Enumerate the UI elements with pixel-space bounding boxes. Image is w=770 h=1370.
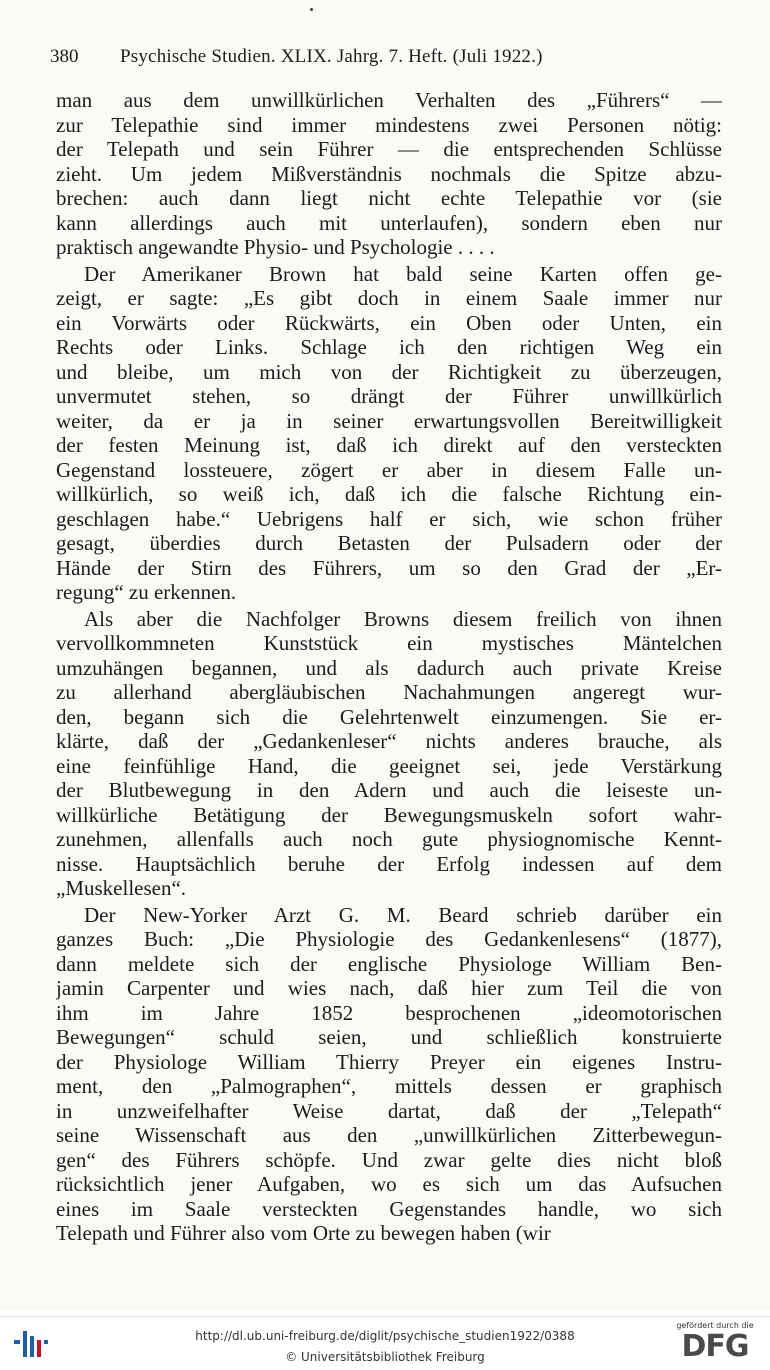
text-line: zeigt, er sagte: „Es gibt doch in einem Saale immer nur [56, 286, 722, 310]
text-line: willkürlich, so weiß ich, daß ich die falsche Richtung ein- [56, 482, 722, 506]
text-line: kann allerdings auch mit unterlaufen), sondern eben nur [56, 210, 722, 235]
text-line: dann meldete sich der englische Physiologe William Ben- [56, 951, 722, 976]
text-line: „Muskellesen“. [56, 876, 187, 900]
text-line: der festen Meinung ist, daß ich direkt auf den versteckten [56, 433, 722, 457]
text-line: eines im Saale versteckten Gegenstandes handle, wo sich [56, 1196, 722, 1221]
dfg-sponsor-logo[interactable] [672, 1321, 758, 1367]
text-line: ein Vorwärts oder Rückwärts, ein Oben oder Unten, ein [56, 310, 722, 335]
text-line: gen“ des Führers schöpfe. Und zwar gelte dies nicht bloß [56, 1147, 722, 1172]
paragraph [56, 903, 722, 1246]
scan-speck [310, 8, 313, 11]
text-line: umzuhängen begannen, und als dadurch auch private Kreise [56, 655, 722, 680]
dfg-logo-icon: DFG [681, 1329, 749, 1364]
text-line: der Physiologe William Thierry Preyer ein eigenes Instru- [56, 1049, 722, 1074]
text-line: klärte, daß der „Gedankenleser“ nichts anderes brauche, als [56, 729, 722, 753]
paragraph [56, 262, 722, 605]
text-line: brechen: auch dann liegt nicht echte Telepathie vor (sie [56, 186, 722, 210]
text-line: der Telepath und sein Führer — die entsprechenden Schlüsse [56, 137, 722, 161]
text-line: der Blutbewegung in den Adern und auch die leiseste un- [56, 778, 722, 802]
text-line: zunehmen, allenfalls auch noch gute physiognomische Kennt- [56, 827, 722, 851]
text-line: ihm im Jahre 1852 besprochenen „ideomotorischen [56, 1000, 722, 1025]
text-line: jamin Carpenter und wies nach, daß hier zum Teil die von [56, 976, 722, 1000]
text-line: gesagt, überdies durch Betasten der Pulsadern oder der [56, 531, 722, 555]
sponsor-caption: gefördert durch die [676, 1321, 754, 1330]
paragraph [56, 88, 722, 260]
text-line: zur Telepathie sind immer mindestens zwei Personen nötig: [56, 112, 722, 137]
text-line: unvermutet stehen, so drängt der Führer unwillkürlich [56, 384, 722, 408]
text-line: nisse. Hauptsächlich beruhe der Erfolg indessen auf dem [56, 851, 722, 876]
permalink[interactable]: http://dl.ub.uni-freiburg.de/diglit/psychische_studien1922/0388 [195, 1329, 575, 1343]
text-line: vervollkommneten Kunststück ein mystisches Mäntelchen [56, 631, 722, 655]
text-line: eine feinfühlige Hand, die geeignet sei, jede Verstärkung [56, 753, 722, 778]
text-line: zu allerhand abergläubischen Nachahmungen angeregt wur- [56, 680, 722, 704]
text-line: Der New-Yorker Arzt G. M. Beard schrieb darüber ein [84, 902, 722, 927]
text-line: weiter, da er ja in seiner erwartungsvollen Bereitwilligkeit [56, 408, 722, 433]
text-line: Gegenstand lossteuere, zögert er aber in diesem Falle un- [56, 457, 722, 482]
text-line: Rechts oder Links. Schlage ich den richtigen Weg ein [56, 335, 722, 359]
text-line: willkürliche Betätigung der Bewegungsmuskeln sofort wahr- [56, 802, 722, 827]
text-line: und bleibe, um mich von der Richtigkeit zu überzeugen, [56, 359, 722, 384]
text-line: geschlagen habe.“ Uebrigens half er sich, wie schon früher [56, 506, 722, 531]
text-line: seine Wissenschaft aus den „unwillkürlichen Zitterbewegun- [56, 1123, 722, 1147]
text-line: rücksichtlich jener Aufgaben, wo es sich um das Aufsuchen [56, 1172, 722, 1196]
copyright-notice: © Universitätsbibliothek Freiburg [285, 1350, 485, 1364]
text-line: ment, den „Palmographen“, mittels dessen er graphisch [56, 1074, 722, 1098]
running-head: Psychische Studien. XLIX. Jahrg. 7. Heft. (Juli 1922.) [120, 46, 543, 67]
text-line: Bewegungen“ schuld seien, und schließlich konstruierte [56, 1025, 722, 1049]
text-line: Telepath und Führer also vom Orte zu bewegen haben (wir [56, 1221, 551, 1245]
viewer-footer [0, 1316, 770, 1370]
paragraph [56, 607, 722, 901]
text-line: ganzes Buch: „Die Physiologie des Gedankenlesens“ (1877), [56, 927, 722, 951]
text-line: zieht. Um jedem Mißverständnis nochmals die Spitze abzu- [56, 161, 722, 186]
text-line: in unzweifelhafter Weise dartat, daß der „Telepath“ [56, 1098, 722, 1123]
text-line: Hände der Stirn des Führers, um so den Grad der „Er- [56, 555, 722, 580]
text-line: Der Amerikaner Brown hat bald seine Karten offen ge- [84, 261, 722, 286]
text-line: den, begann sich die Gelehrtenwelt einzumengen. Sie er- [56, 704, 722, 729]
text-line: regung“ zu erkennen. [56, 580, 237, 604]
text-line: man aus dem unwillkürlichen Verhalten des „Führers“ — [56, 88, 722, 112]
body-text [56, 88, 722, 1248]
text-line: praktisch angewandte Physio- und Psychologie . . . . [56, 235, 495, 259]
page-number: 380 [50, 46, 79, 67]
text-line: Als aber die Nachfolger Browns diesem freilich von ihnen [84, 606, 722, 631]
page-header [50, 46, 730, 76]
